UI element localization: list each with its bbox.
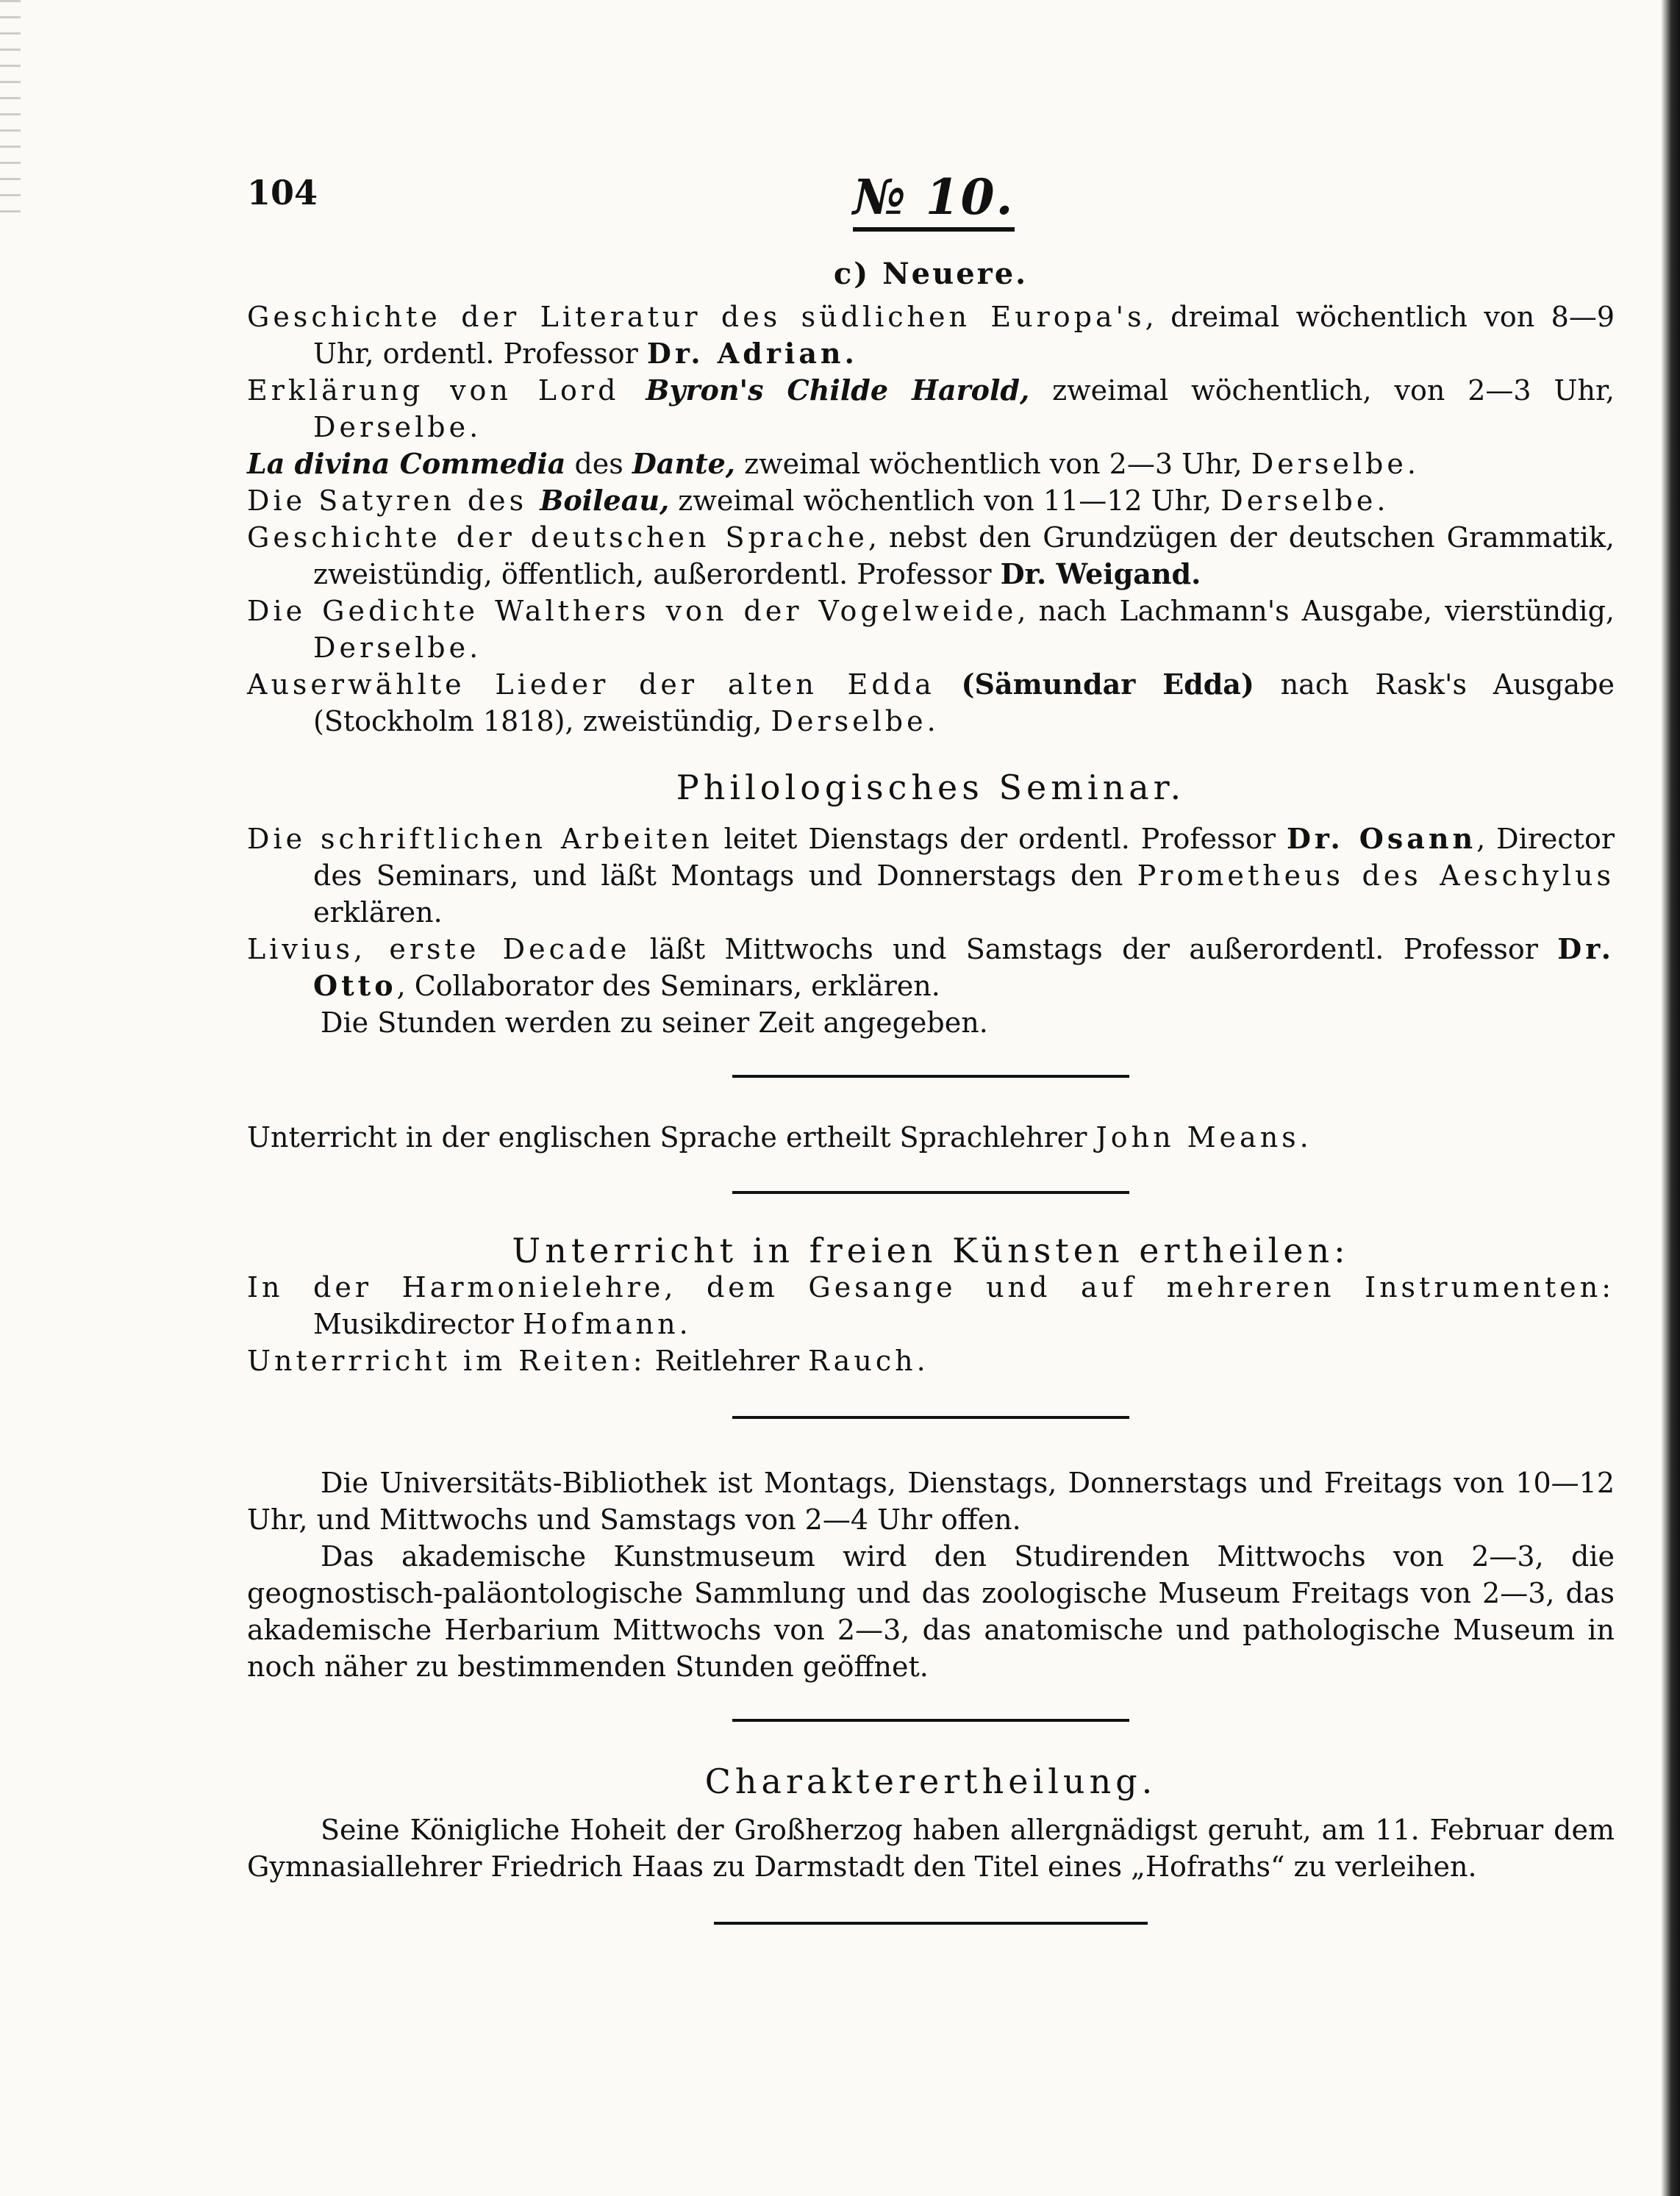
- course-entry: La divina Commedia des Dante, zweimal wöchentlich von 2—3 Uhr, Derselbe.: [247, 447, 1420, 480]
- section-bibliothek: [247, 1464, 1615, 1685]
- section-seminar: [247, 769, 1615, 1041]
- issue-number: № 10.: [853, 168, 1015, 232]
- course-entry: Die Gedichte Walthers von der Vogelweide, nach Lachmann's Ausgabe, vierstündig, Derselbe.: [247, 595, 1615, 664]
- section-charakter: [247, 1763, 1615, 1885]
- closing-rule: [714, 1922, 1148, 1925]
- seminar-entry: Die schriftlichen Arbeiten leitet Dienstags der ordentl. Professor Dr. Osann, Director des Seminars, und läßt Montags und Donnerstags den Prometheus des Aeschylus erklären.: [247, 822, 1615, 929]
- section-heading-seminar: Philologisches Seminar.: [676, 768, 1186, 807]
- library-hours-paragraph: Die Universitäts-Bibliothek ist Montags, Dienstags, Donnerstags und Freitags von 10—12 Uhr, und Mittwochs und Samstags von 2—4 Uhr offen.: [247, 1467, 1615, 1536]
- section-heading-neuere: c) Neuere.: [833, 257, 1029, 291]
- museum-hours-paragraph: Das akademische Kunstmuseum wird den Studirenden Mittwochs von 2—3, die geognostisch-paläontologische Sammlung und das zoologische Museum Freitags von 2—3, das akademische Herbarium Mittwochs von 2—3, das anatomische und pathologische Museum in noch näher zu bestimmenden Stunden geöffnet.: [247, 1540, 1615, 1683]
- course-entry: Die Satyren des Boileau, zweimal wöchentlich von 11—12 Uhr, Derselbe.: [247, 484, 1390, 517]
- course-entry: Erklärung von Lord Byron's Childe Harold, zweimal wöchentlich, von 2—3 Uhr, Derselbe.: [247, 373, 1615, 443]
- seminar-note: Die Stunden werden zu seiner Zeit angegeben.: [321, 1006, 988, 1039]
- section-heading-charakter: Charakterertheilung.: [704, 1762, 1157, 1801]
- charakter-paragraph: Seine Königliche Hoheit der Großherzog haben allergnädigst geruht, am 11. Februar dem Gymnasiallehrer Friedrich Haas zu Darmstadt den Titel eines „Hofraths“ zu verleihen.: [247, 1814, 1615, 1883]
- english-instruction: Unterricht in der englischen Sprache ertheilt Sprachlehrer John Means.: [247, 1121, 1312, 1154]
- page-edge-shadow: [1661, 0, 1680, 2196]
- course-entry: Geschichte der deutschen Sprache, nebst den Grundzügen der deutschen Grammatik, zweistündig, öffentlich, außerordentl. Professor Dr. Weigand.: [247, 521, 1615, 590]
- arts-entry: In der Harmonielehre, dem Gesange und auf mehreren Instrumenten: Musikdirector Hofmann.: [247, 1271, 1615, 1340]
- section-kuenste: [247, 1232, 1615, 1379]
- page-number: 104: [247, 173, 318, 212]
- section-heading-kuenste: Unterricht in freien Künsten ertheilen:: [512, 1231, 1350, 1270]
- section-neuere: [247, 256, 1615, 740]
- course-entry: Geschichte der Literatur des südlichen Europa's, dreimal wöchentlich von 8—9 Uhr, ordentl. Professor Dr. Adrian.: [247, 301, 1615, 370]
- arts-entry: Unterrricht im Reiten: Reitlehrer Rauch.: [247, 1345, 929, 1377]
- seminar-entry: Livius, erste Decade läßt Mittwochs und Samstags der außerordentl. Professor Dr. Otto, Collaborator des Seminars, erklären.: [247, 932, 1615, 1002]
- page-header: [0, 168, 1680, 232]
- course-entry: Auserwählte Lieder der alten Edda (Sämundar Edda) nach Rask's Ausgabe (Stockholm 1818), zweistündig, Derselbe.: [247, 668, 1615, 737]
- page-body: [247, 256, 1615, 1925]
